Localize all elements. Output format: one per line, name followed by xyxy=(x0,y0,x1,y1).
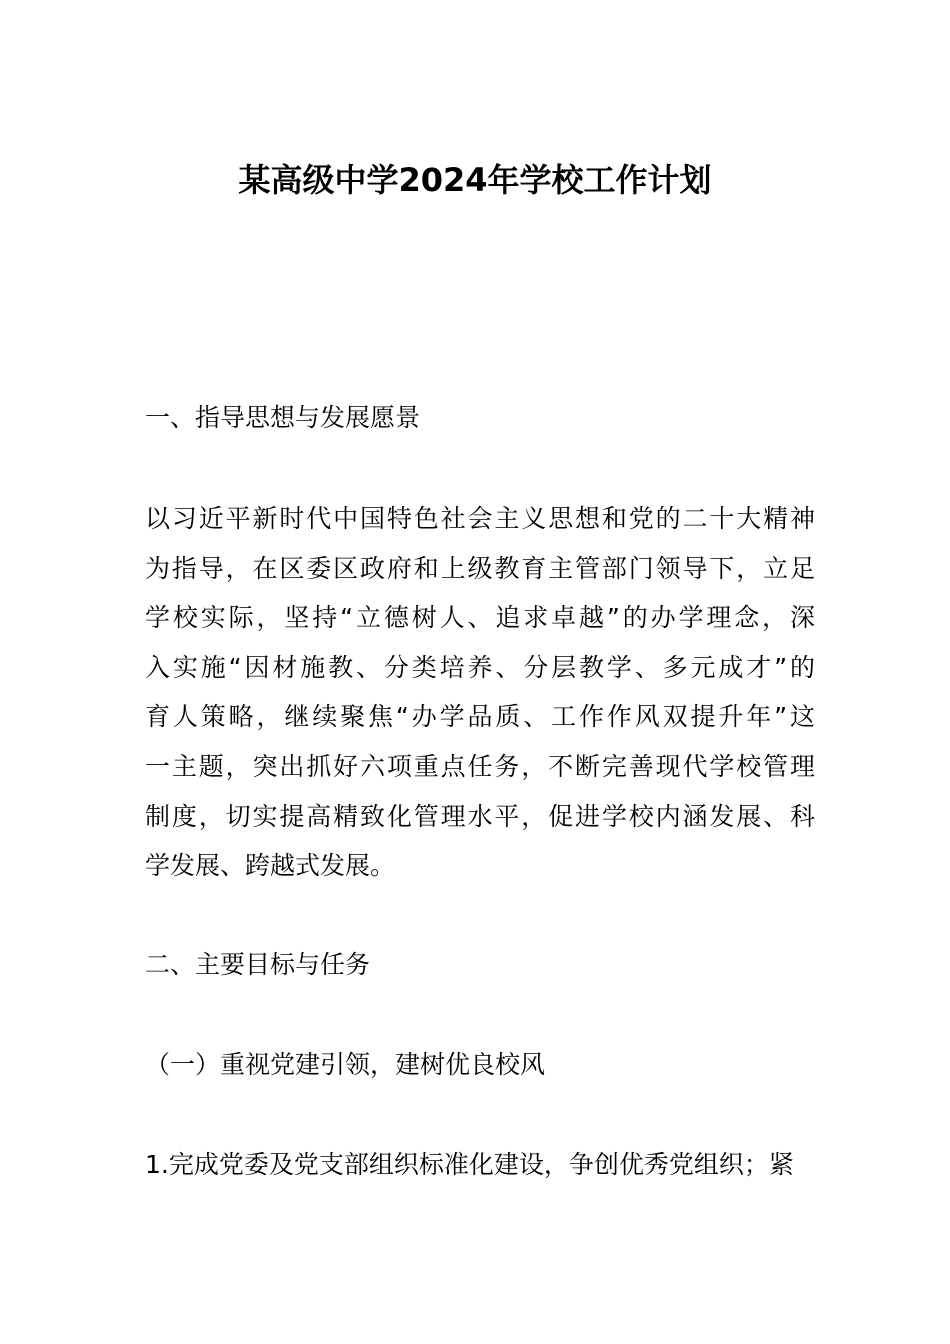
list-item-1: 1.完成党委及党支部组织标准化建设，争创优秀党组织；紧 xyxy=(145,1150,794,1179)
section-heading-main-goals: 二、主要目标与任务 xyxy=(145,950,371,979)
paragraph-line: 学发展、跨越式发展。 xyxy=(145,851,396,881)
paragraph-line: 学校实际，坚持“立德树人、追求卓越”的办学理念，深 xyxy=(145,603,815,633)
document-title: 某高级中学2024年学校工作计划 xyxy=(238,161,712,199)
section-heading-guiding-ideology: 一、指导思想与发展愿景 xyxy=(145,403,421,432)
paragraph-line: 制度，切实提高精致化管理水平，促进学校内涵发展、科 xyxy=(145,801,815,831)
paragraph-line: 入实施“因材施教、分类培养、分层教学、多元成才”的 xyxy=(145,652,815,682)
paragraph-line: 育人策略，继续聚焦“办学品质、工作作风双提升年”这 xyxy=(145,702,815,732)
paragraph-line: 一主题，突出抓好六项重点任务，不断完善现代学校管理 xyxy=(145,751,815,781)
paragraph-guiding-ideology xyxy=(145,494,815,891)
paragraph-line: 为指导，在区委区政府和上级教育主管部门领导下，立足 xyxy=(145,553,815,583)
subsection-heading-party-building: （一）重视党建引领，建树优良校风 xyxy=(145,1050,546,1079)
paragraph-line: 以习近平新时代中国特色社会主义思想和党的二十大精神 xyxy=(145,504,815,533)
